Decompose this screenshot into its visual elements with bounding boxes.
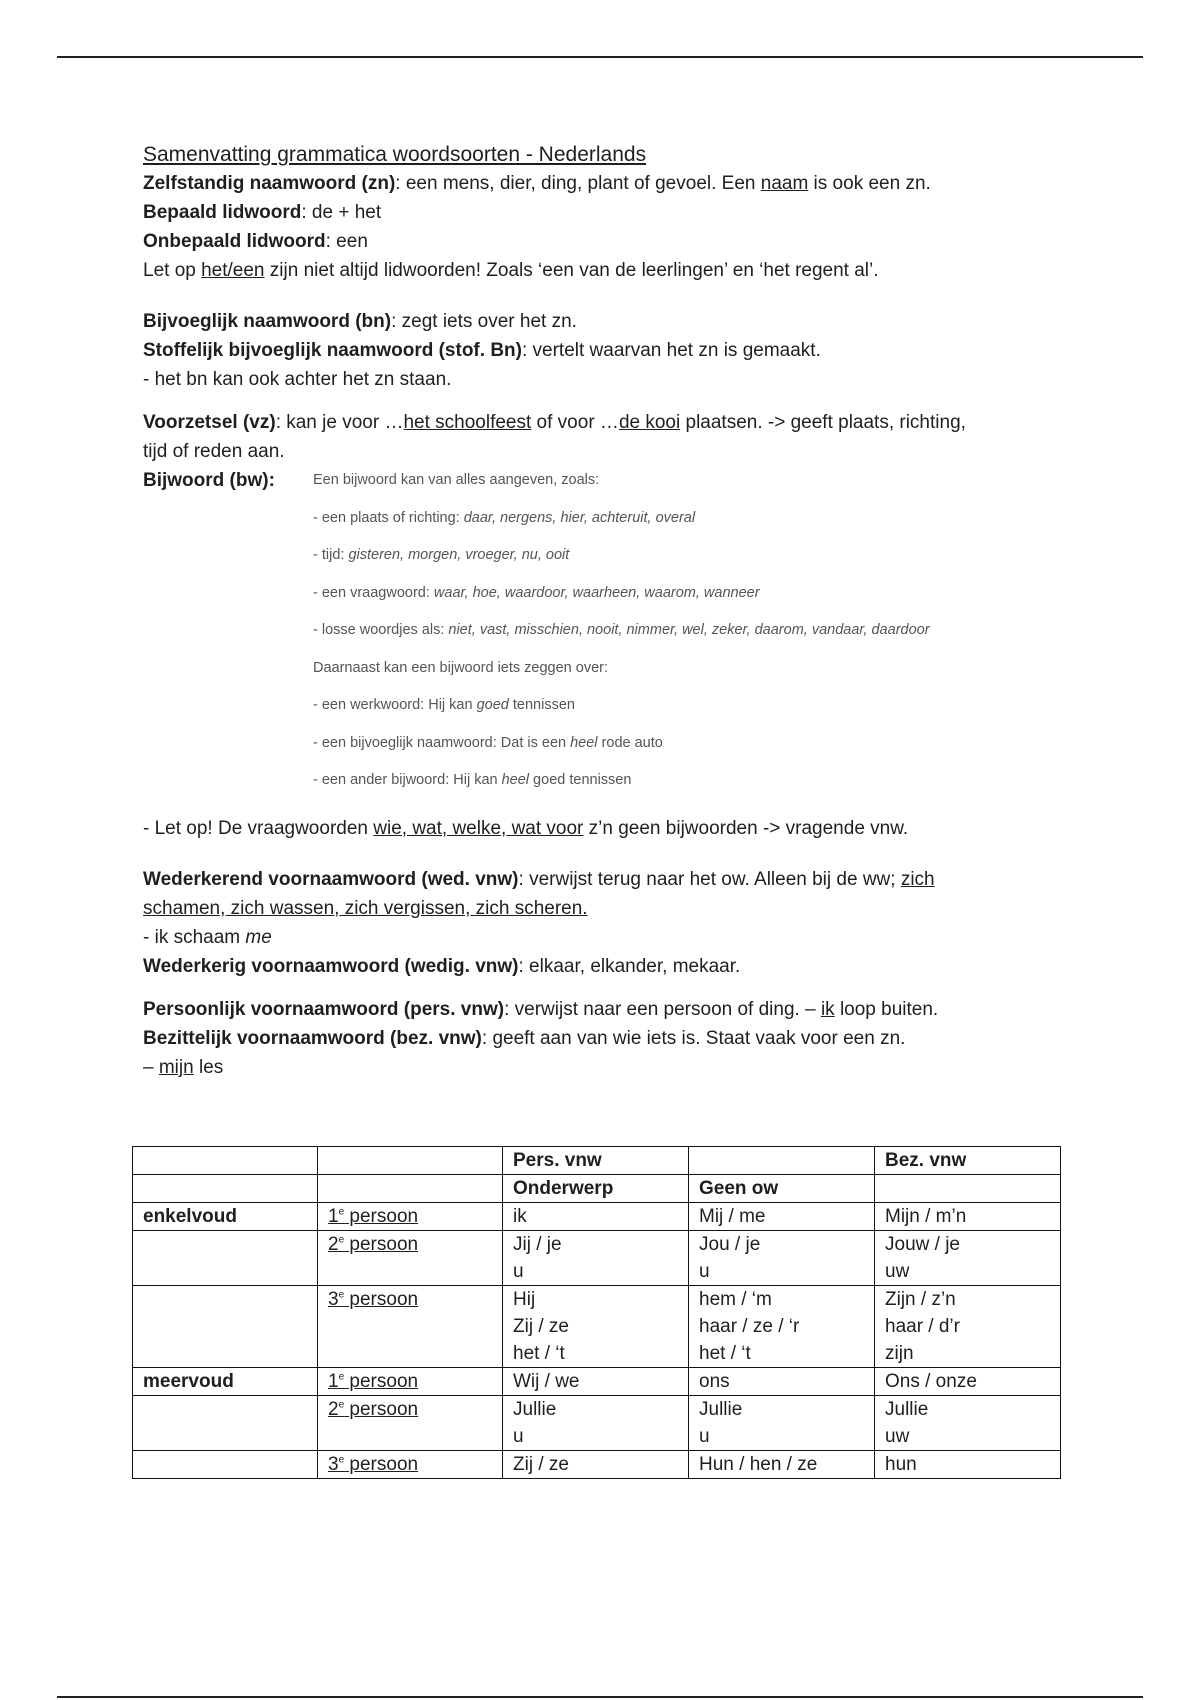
bw-line: - tijd: gisteren, morgen, vroeger, nu, ooit [313,547,570,563]
person-cell: 3e persoon [318,1286,503,1368]
bw-line: Daarnaast kan een bijwoord iets zeggen over: [313,659,609,676]
pronoun-table [132,1146,1061,1479]
table-cell: hun [875,1451,1061,1479]
table-cell: Mij / me [689,1203,875,1231]
header-bez: Bez. vnw [885,1150,967,1171]
person-cell: 1e persoon [318,1368,503,1396]
pers-line: Persoonlijk voornaamwoord (pers. vnw): verwijst naar een persoon of ding. – ik loop buiten. [143,998,939,1020]
table-cell: ik [503,1203,689,1231]
header-pers: Pers. vnw [513,1150,602,1171]
document-body [143,140,1073,1082]
top-rule [57,56,1143,58]
table-cell: Ons / onze [875,1368,1061,1396]
bottom-rule [57,1696,1143,1698]
table-row [133,1368,1061,1396]
bez-line: Bezittelijk voornaamwoord (bez. vnw): geeft aan van wie iets is. Staat vaak voor een zn. [143,1027,906,1049]
person-cell: 2e persoon [318,1231,503,1286]
zn-line: Zelfstandig naamwoord (zn): een mens, dier, ding, plant of gevoel. Een naam is ook een zn. [143,173,931,194]
table-row [133,1286,1061,1368]
table-row [133,1175,1061,1203]
table-row [133,1203,1061,1231]
header-geen-ow: Geen ow [699,1178,779,1199]
header-onderwerp: Onderwerp [513,1178,614,1199]
person-cell: 3e persoon [318,1451,503,1479]
vz-line: Voorzetsel (vz): kan je voor …het schoolfeest of voor …de kooi plaatsen. -> geeft plaats, richting, [143,412,966,433]
onbepaald-line: Onbepaald lidwoord: een [143,231,368,252]
person-cell: 1e persoon [318,1203,503,1231]
bn-line: Bijvoeglijk naamwoord (bn): zegt iets over het zn. [143,311,577,332]
table-cell: Jullie u [503,1396,689,1451]
table-row [133,1231,1061,1286]
table-cell: Hun / hen / ze [689,1451,875,1479]
bw-line: - een bijvoeglijk naamwoord: Dat is een heel rode auto [313,734,663,751]
bw-line: - een vraagwoord: waar, hoe, waardoor, waarheen, waarom, wanneer [313,584,760,601]
table-cell: Jullie u [689,1396,875,1451]
table-cell: Jij / je u [503,1231,689,1286]
table-cell: ons [689,1368,875,1396]
wed-line-2: schamen, zich wassen, zich vergissen, zich scheren. [143,897,588,919]
letop-lidwoord-line: Let op het/een zijn niet altijd lidwoorden! Zoals ‘een van de leerlingen’ en ‘het regent al’. [143,260,879,281]
table-cell: Jouw / je uw [875,1231,1061,1286]
table-row [133,1451,1061,1479]
table-row [133,1396,1061,1451]
table-cell: Hij Zij / ze het / ‘t [503,1286,689,1368]
bw-line: - een ander bijwoord: Hij kan heel goed tennissen [313,772,632,788]
bijwoord-section [143,466,1073,800]
table-row [133,1147,1061,1175]
wed-example: - ik schaam me [143,926,272,948]
stofbn-line: Stoffelijk bijvoeglijk naamwoord (stof. Bn): vertelt waarvan het zn is gemaakt. [143,340,821,361]
person-cell: 2e persoon [318,1396,503,1451]
wedig-line: Wederkerig voornaamwoord (wedig. vnw): elkaar, elkander, mekaar. [143,955,741,977]
table-cell: Wij / we [503,1368,689,1396]
doc-title: Samenvatting grammatica woordsoorten - Nederlands [143,143,647,166]
bepaald-line: Bepaald lidwoord: de + het [143,202,382,223]
table-cell: Zij / ze [503,1451,689,1479]
table-cell: Jullie uw [875,1396,1061,1451]
bw-line: - een plaats of richting: daar, nergens, hier, achteruit, overal [313,509,696,526]
table-cell: hem / ‘m haar / ze / ‘r het / ‘t [689,1286,875,1368]
bw-line: Een bijwoord kan van alles aangeven, zoals: [313,472,600,488]
table-cell: Jou / je u [689,1231,875,1286]
row-label-meervoud: meervoud [133,1368,318,1396]
bez-example: – mijn les [143,1056,224,1078]
bn-note: - het bn kan ook achter het zn staan. [143,369,452,390]
bw-line: - losse woordjes als: niet, vast, misschien, nooit, nimmer, wel, zeker, daarom, vandaar, daardoor [313,622,930,638]
table-cell: Mijn / m’n [875,1203,1061,1231]
letop-vraagwoorden-line: - Let op! De vraagwoorden wie, wat, welke, wat voor z’n geen bijwoorden -> vragende vnw. [143,817,909,839]
bw-term: Bijwoord (bw): [143,470,275,491]
bw-line: - een werkwoord: Hij kan goed tennissen [313,697,575,713]
wed-line: Wederkerend voornaamwoord (wed. vnw): verwijst terug naar het ow. Alleen bij de ww; zich [143,868,935,890]
table-cell: Zijn / z’n haar / d’r zijn [875,1286,1061,1368]
vz-line-2: tijd of reden aan. [143,441,285,462]
bw-explanation-box [313,462,930,800]
row-label-enkelvoud: enkelvoud [133,1203,318,1231]
